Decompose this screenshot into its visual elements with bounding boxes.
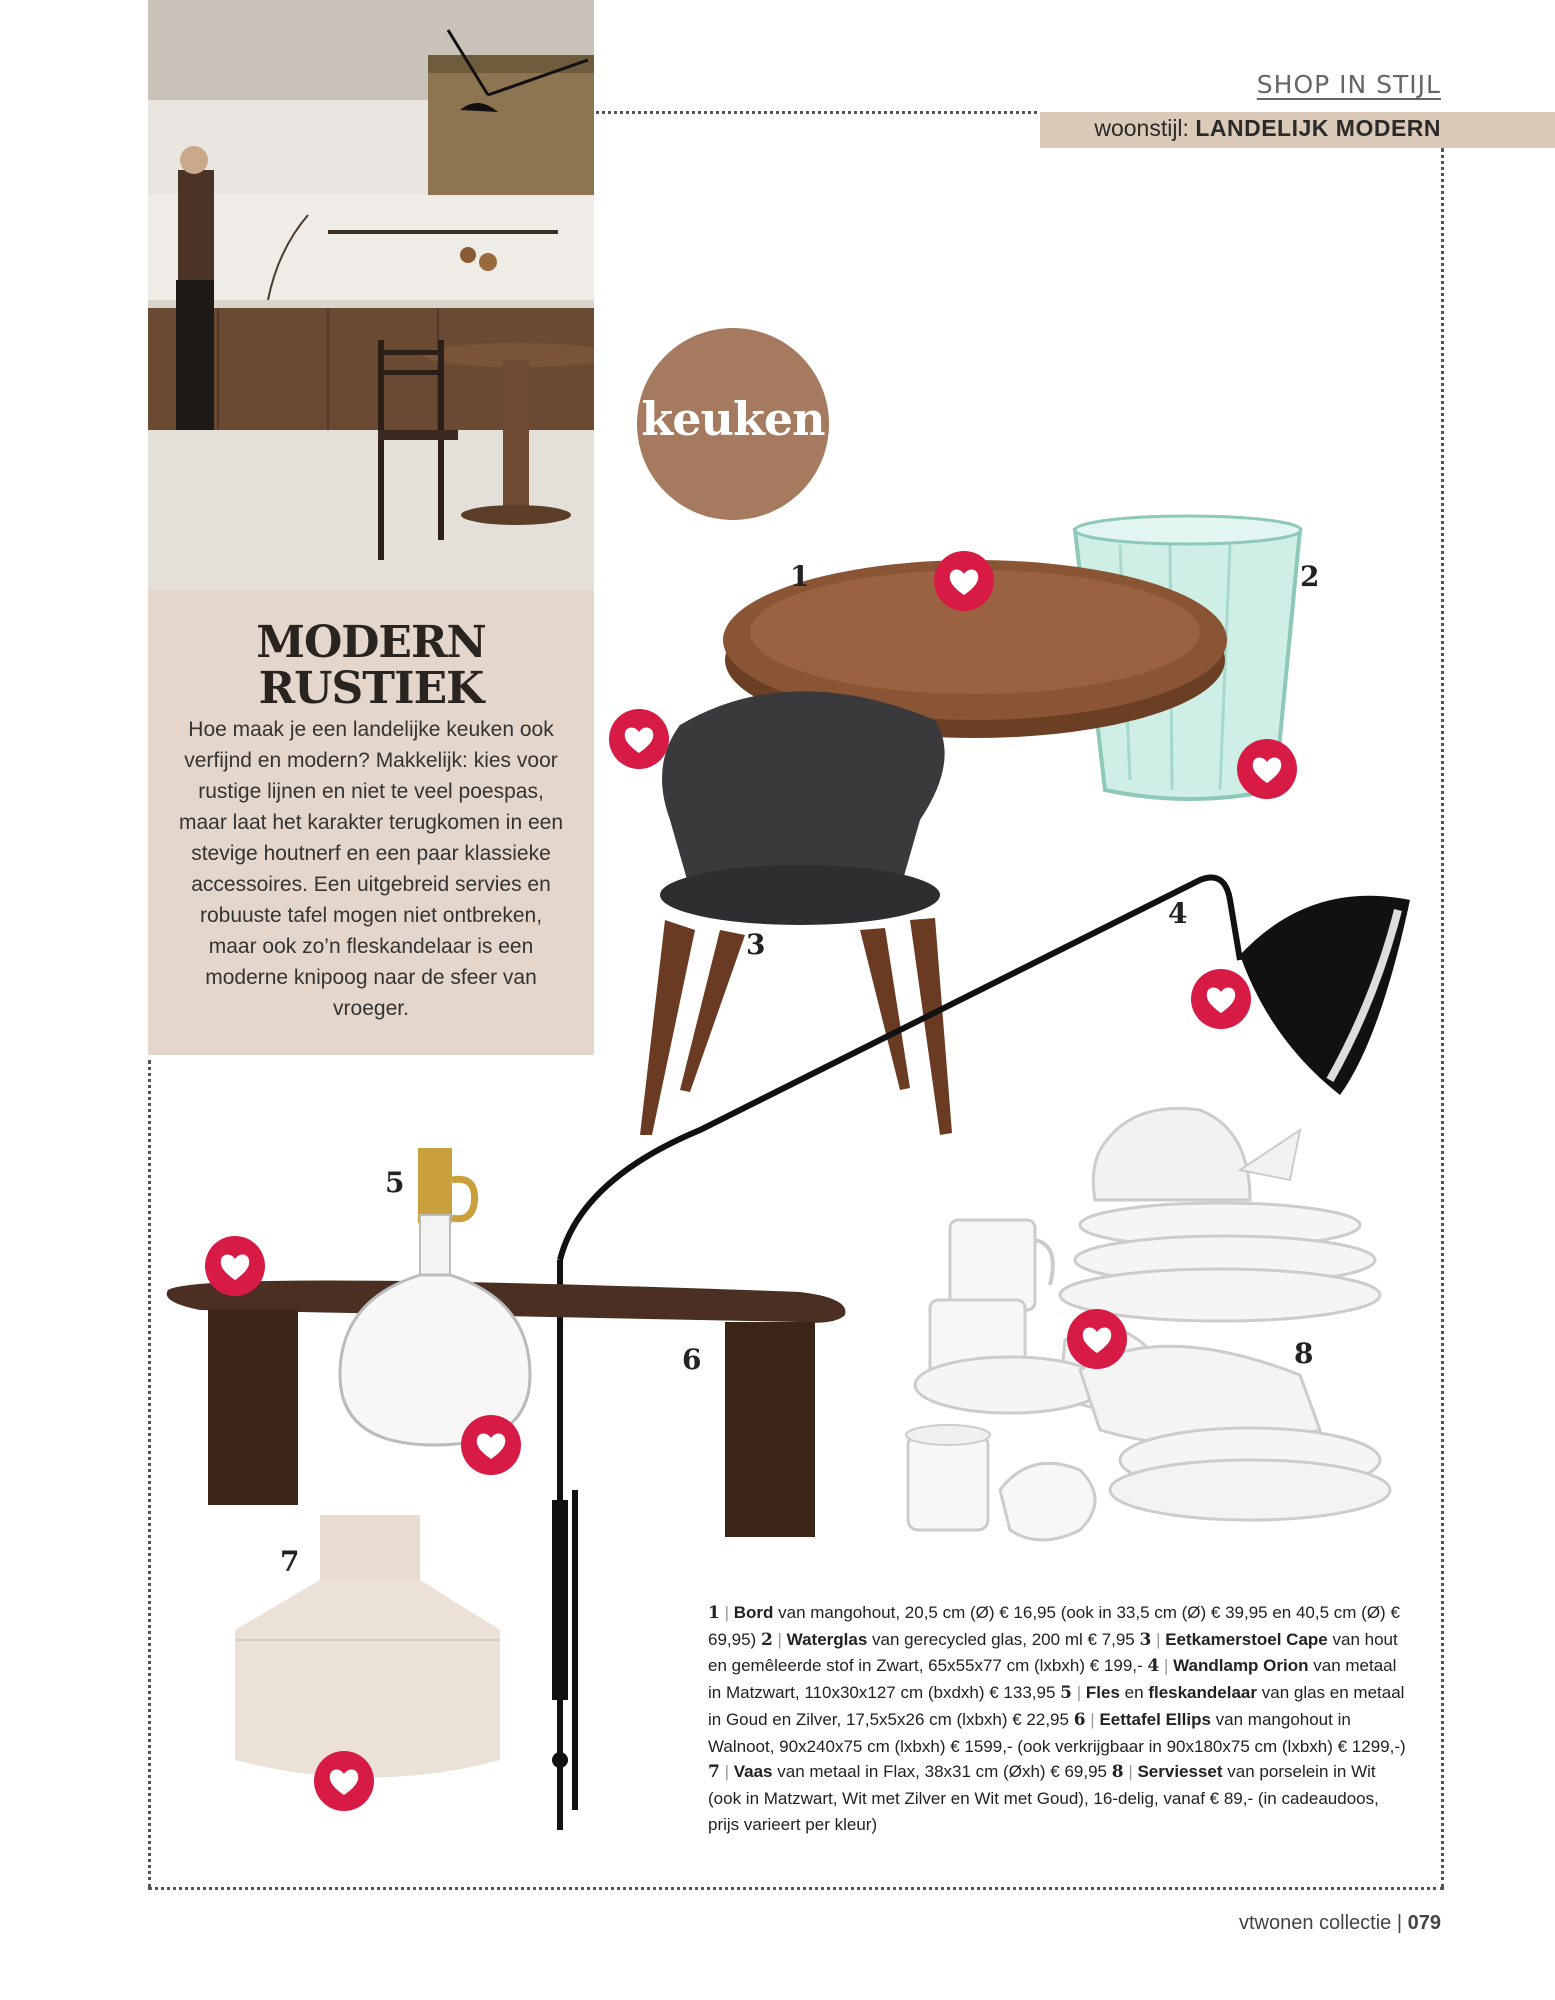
favorite-heart-icon[interactable] bbox=[204, 1235, 266, 1297]
product-name-6: Eettafel Ellips bbox=[1099, 1709, 1211, 1729]
product-number-4: 4 bbox=[1168, 897, 1188, 930]
category-badge-label: keuken bbox=[641, 392, 825, 446]
separator: | bbox=[1076, 1683, 1082, 1703]
product-number-1: 1 bbox=[790, 560, 810, 593]
separator: | bbox=[777, 1629, 782, 1649]
product-desc-8: van porselein in Wit (ook in Matzwart, Wit met Zilver en Wit met Goud), 16-delig, vanaf € 89,- (in cadeaudoos, prijs varieert per kleur) bbox=[708, 1762, 1379, 1834]
intro-text: Hoe maak je een landelijke keuken ook verfijnd en modern? Makkelijk: kies voor rustige lijnen en niet te veel poespas, maar laat het karakter terugkomen in een stevige houtnerf en een paar klassieke accessoires. Een uitgebreid servies en robuuste tafel mogen niet ontbreken, maar ook zo’n fleskandelaar is een moderne knipoog naar de sfeer van vroeger. bbox=[178, 718, 564, 1020]
caption-number-8: 8 bbox=[1111, 1762, 1124, 1783]
product-caption bbox=[708, 1600, 1408, 1837]
product-number-2: 2 bbox=[1300, 560, 1320, 593]
separator: | bbox=[724, 1762, 729, 1782]
caption-number-1: 1 bbox=[708, 1603, 720, 1623]
product-name-7: Vaas bbox=[733, 1762, 773, 1782]
product-desc-3: van hout en gemêleerde stof in Zwart, 65x55x77 cm (lxbxh) € 199,- bbox=[708, 1629, 1398, 1676]
product-number-8: 8 bbox=[1294, 1337, 1314, 1370]
product-number-6: 6 bbox=[682, 1343, 702, 1376]
favorite-heart-icon[interactable] bbox=[313, 1750, 375, 1812]
product-name-5: Fles bbox=[1085, 1683, 1120, 1703]
separator: | bbox=[1090, 1709, 1095, 1729]
caption-number-2: 2 bbox=[760, 1629, 773, 1650]
favorite-heart-icon[interactable] bbox=[460, 1414, 522, 1476]
product-number-3: 3 bbox=[746, 928, 766, 961]
product-name-2: Waterglas bbox=[786, 1629, 868, 1649]
product-name-3: Eetkamerstoel Cape bbox=[1165, 1629, 1328, 1649]
product-vase-image bbox=[235, 1515, 500, 1778]
favorite-heart-icon[interactable] bbox=[1236, 738, 1298, 800]
product-name-1: Bord bbox=[733, 1603, 774, 1622]
page-footer bbox=[1239, 1912, 1441, 1935]
product-name-5-joiner: en bbox=[1124, 1683, 1144, 1703]
caption-number-3: 3 bbox=[1139, 1629, 1152, 1650]
separator: | bbox=[1156, 1629, 1161, 1649]
page-number: 079 bbox=[1407, 1912, 1441, 1934]
style-label-prefix: woonstijl: bbox=[1094, 115, 1189, 141]
section-header[interactable]: SHOP IN STIJL bbox=[1256, 70, 1441, 99]
favorite-heart-icon[interactable] bbox=[1190, 968, 1252, 1030]
product-desc-4: van metaal in Matzwart, 110x30x127 cm (bxdxh) € 133,95 bbox=[708, 1656, 1397, 1703]
product-desc-7: van metaal in Flax, 38x31 cm (Øxh) € 69,95 bbox=[777, 1762, 1107, 1782]
product-name-8: Serviesset bbox=[1137, 1762, 1223, 1782]
product-desc-2: van gerecycled glas, 200 ml € 7,95 bbox=[872, 1629, 1135, 1649]
caption-number-5: 5 bbox=[1060, 1683, 1072, 1704]
caption-number-4: 4 bbox=[1147, 1656, 1160, 1677]
separator: | bbox=[1128, 1762, 1133, 1782]
intro-title-line2: RUSTIEK bbox=[258, 663, 484, 714]
caption-number-7: 7 bbox=[708, 1762, 720, 1783]
product-desc-5: van glas en metaal in Goud en Zilver, 17,5x5x26 cm (lxbxh) € 22,95 bbox=[708, 1683, 1405, 1729]
product-chair-image bbox=[640, 691, 952, 1135]
style-label-value: LANDELIJK MODERN bbox=[1195, 115, 1441, 141]
product-name-5b: fleskandelaar bbox=[1148, 1683, 1257, 1703]
intro-title-line1: MODERN bbox=[256, 617, 486, 668]
caption-number-6: 6 bbox=[1073, 1709, 1086, 1730]
footer-separator: | bbox=[1396, 1912, 1403, 1934]
favorite-heart-icon[interactable] bbox=[1066, 1308, 1128, 1370]
separator: | bbox=[724, 1603, 729, 1622]
product-desc-1: van mangohout, 20,5 cm (Ø) € 16,95 (ook in 33,5 cm (Ø) € 39,95 en 40,5 cm (Ø) € 69,95) bbox=[708, 1603, 1400, 1649]
product-name-4: Wandlamp Orion bbox=[1173, 1656, 1309, 1676]
favorite-heart-icon[interactable] bbox=[608, 708, 670, 770]
product-tableware-image bbox=[906, 1108, 1390, 1540]
separator: | bbox=[1163, 1656, 1169, 1676]
favorite-heart-icon[interactable] bbox=[933, 550, 995, 612]
product-number-7: 7 bbox=[280, 1545, 300, 1578]
product-desc-6: van mangohout in Walnoot, 90x240x75 cm (lxbxh) € 1599,- (ook verkrijgbaar in 90x180x75 cm (lxbxh) € 1299,-) bbox=[708, 1709, 1406, 1756]
publication-name: vtwonen collectie bbox=[1238, 1912, 1392, 1934]
product-number-5: 5 bbox=[385, 1166, 405, 1199]
